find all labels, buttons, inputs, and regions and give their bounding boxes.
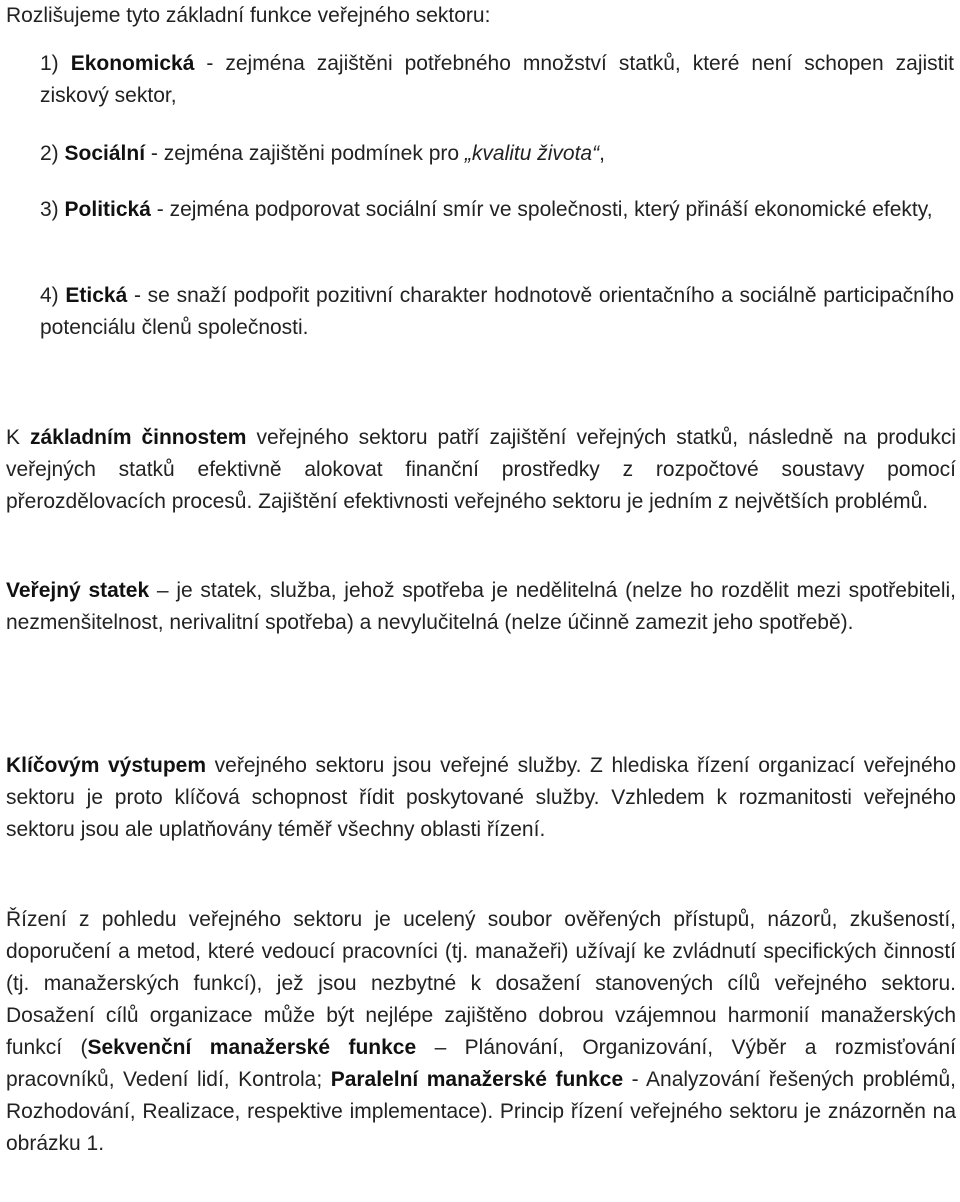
paragraph-key-output xyxy=(6,750,956,846)
function-number: 4) xyxy=(40,284,59,307)
paragraph-bold: Veřejný statek xyxy=(6,579,150,602)
paragraph-bold: Paralelní manažerské funkce xyxy=(330,1068,624,1091)
function-number: 2) xyxy=(40,142,59,165)
paragraph-bold: Klíčovým výstupem xyxy=(6,754,207,777)
function-text: - se snaží podpořit pozitivní charakter hodnotově orientačního a sociálně participačního potenciálu členů společnosti. xyxy=(40,284,955,339)
function-text: - zejména podporovat sociální smír ve společnosti, který přináší ekonomické efekty, xyxy=(150,198,933,221)
paragraph-text: Řízení z pohledu veřejného sektoru je ucelený soubor ověřených přístupů, názorů, zkušeností, doporučení a metod, které vedoucí pracovníci (tj. manažeři) užívají ke zvládnutí specifických činností (tj. manažerských funkcí), jež jsou nezbytné k dosažení stanovených cílů veřejného sektoru. Dosažení cílů organizace může být nejlépe zajištěno dobrou vzájemnou harmonií manažerských funkcí ( xyxy=(6,908,956,1059)
intro-text: Rozlišujeme tyto základní funkce veřejného sektoru: xyxy=(6,4,491,27)
paragraph-text: - Analyzování řešených problémů, Rozhodování, Realizace, respektive implementace). Princip řízení veřejného sektoru je znázorněn na obrázku 1. xyxy=(6,1068,956,1155)
function-item-3 xyxy=(40,194,954,226)
paragraph-text: – Plánování, Organizování, Výběr a rozmisťování pracovníků, Vedení lidí, Kontrola; xyxy=(6,1036,956,1091)
function-term: Ekonomická xyxy=(70,52,195,75)
function-italic: „kvalitu života“ xyxy=(464,142,600,165)
function-term: Sociální xyxy=(64,142,146,165)
function-item-1 xyxy=(40,48,954,112)
paragraph-text: – je statek, služba, jehož spotřeba je nedělitelná (nelze ho rozdělit mezi spotřebiteli, nezmenšitelnost, nerivalitní spotřeba) a nevylučitelná (nelze účinně zamezit jeho spotřebě). xyxy=(6,579,957,634)
function-term: Politická xyxy=(64,198,151,221)
paragraph-core-activities xyxy=(6,422,956,518)
paragraph-management xyxy=(6,904,956,1160)
function-number: 1) xyxy=(40,52,59,75)
function-item-2 xyxy=(40,138,954,170)
function-text: - zejména zajištěni potřebného množství statků, které není schopen zajistit ziskový sektor, xyxy=(40,52,954,107)
function-tail: , xyxy=(599,142,605,165)
paragraph-bold: základním činnostem xyxy=(29,426,247,449)
function-item-4 xyxy=(40,280,954,344)
function-term: Etická xyxy=(65,284,128,307)
paragraph-lead: K xyxy=(6,426,30,449)
paragraph-bold: Sekvenční manažerské funkce xyxy=(87,1036,417,1059)
paragraph-public-good xyxy=(6,575,956,639)
paragraph-text: veřejného sektoru patří zajištění veřejných statků, následně na produkci veřejných statků efektivně alokovat finanční prostředky z rozpočtové soustavy pomocí přerozdělovacích procesů. Zajištění efektivnosti veřejného sektoru je jedním z největších problémů. xyxy=(6,426,956,513)
function-text: - zejména zajištěni podmínek pro xyxy=(145,142,465,165)
function-number: 3) xyxy=(40,198,59,221)
paragraph-text: veřejného sektoru jsou veřejné služby. Z hlediska řízení organizací veřejného sektoru je proto klíčová schopnost řídit poskytované služby. Vzhledem k rozmanitosti veřejného sektoru jsou ale uplatňovány téměř všechny oblasti řízení. xyxy=(6,754,956,841)
